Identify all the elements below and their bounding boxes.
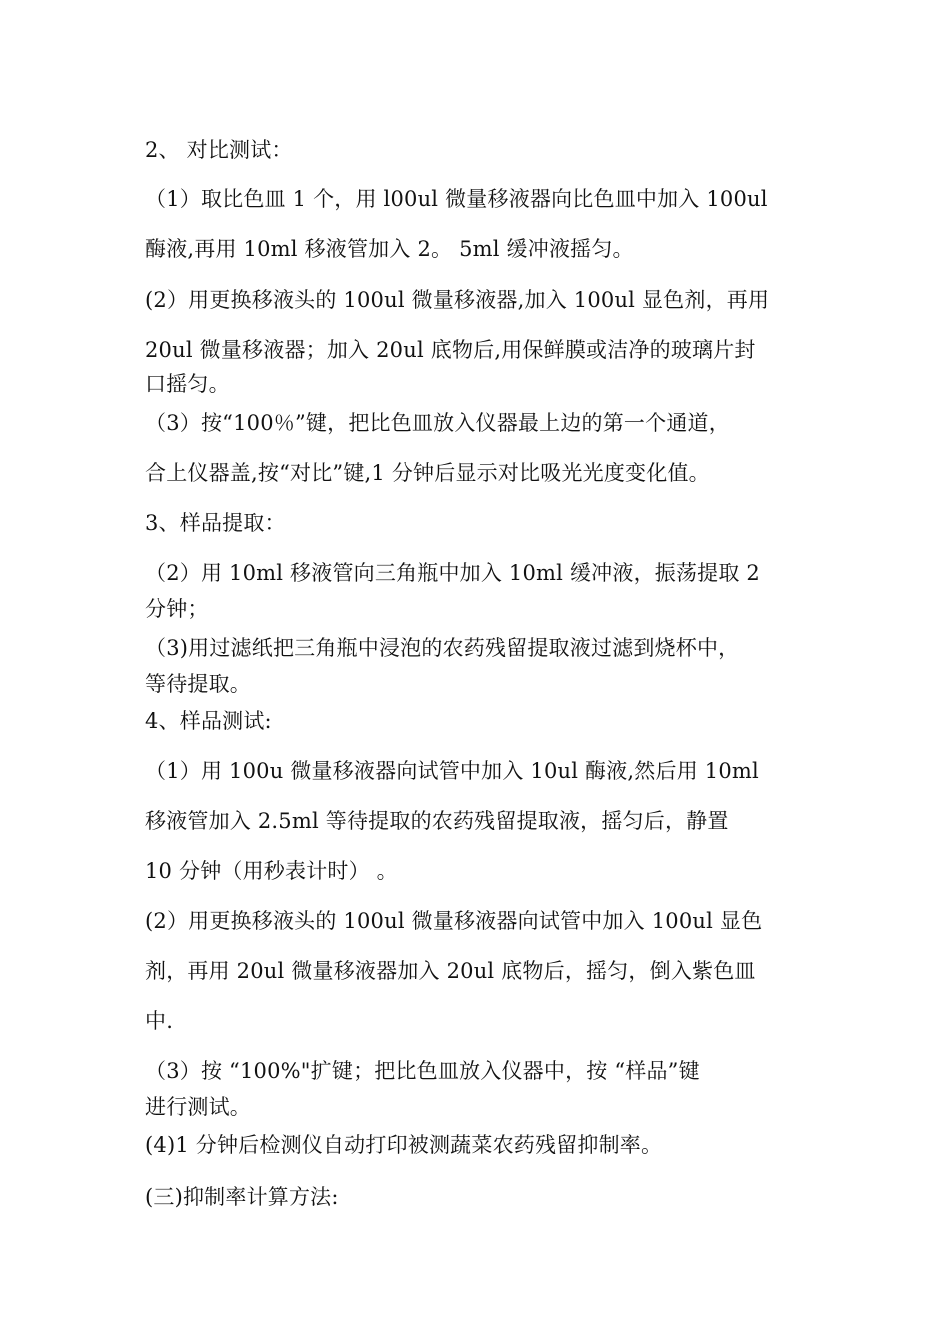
heading-inhibition-calculation: (三)抑制率计算方法: (145, 1185, 339, 1209)
heading-sample-test: 4、样品测试: (145, 709, 272, 733)
paragraph-line: 10 分钟（用秒表计时） 。 (145, 859, 398, 883)
paragraph-line: 分钟； (145, 597, 209, 621)
paragraph-line: （1）取比色皿 1 个，用 l00ul 微量移液器向比色皿中加入 100ul (145, 187, 768, 211)
paragraph-line: 酶液,再用 10ml 移液管加入 2。 5ml 缓冲液摇匀。 (145, 237, 634, 261)
paragraph-line: (4)1 分钟后检测仪自动打印被测蔬菜农药残留抑制率。 (145, 1133, 663, 1157)
paragraph-line: 进行测试。 (145, 1095, 251, 1119)
paragraph-line: 等待提取。 (145, 672, 251, 696)
paragraph-line: 口摇匀。 (145, 372, 230, 396)
paragraph-line: 中. (145, 1009, 174, 1033)
paragraph-line: 剂，再用 20ul 微量移液器加入 20ul 底物后，摇匀，倒入紫色皿 (145, 959, 756, 983)
paragraph-line: 合上仪器盖,按“对比”键,1 分钟后显示对比吸光光度变化值。 (145, 461, 710, 485)
paragraph-line: 20ul 微量移液器；加入 20ul 底物后,用保鲜膜或洁净的玻璃片封 (145, 338, 756, 362)
paragraph-line: （3）按“100％”键，把比色皿放入仪器最上边的第一个通道， (145, 411, 730, 435)
paragraph-line: （2）用 10ml 移液管向三角瓶中加入 10ml 缓冲液，振荡提取 2 (145, 561, 760, 585)
heading-sample-extraction: 3、样品提取： (145, 511, 286, 535)
heading-comparison-test: 2、 对比测试： (145, 138, 293, 162)
paragraph-line: （3）按 “100%"扩键；把比色皿放入仪器中，按 “样品”键 (145, 1059, 700, 1083)
paragraph-line: （1）用 100u 微量移液器向试管中加入 10ul 酶液,然后用 10ml (145, 759, 759, 783)
paragraph-line: 移液管加入 2.5ml 等待提取的农药残留提取液，摇匀后，静置 (145, 809, 729, 833)
paragraph-line: (2）用更换移液头的 100ul 微量移液器,加入 100ul 显色剂，再用 (145, 288, 770, 312)
paragraph-line: （3)用过滤纸把三角瓶中浸泡的农药残留提取液过滤到烧杯中， (145, 636, 740, 660)
paragraph-line: (2）用更换移液头的 100ul 微量移液器向试管中加入 100ul 显色 (145, 909, 763, 933)
